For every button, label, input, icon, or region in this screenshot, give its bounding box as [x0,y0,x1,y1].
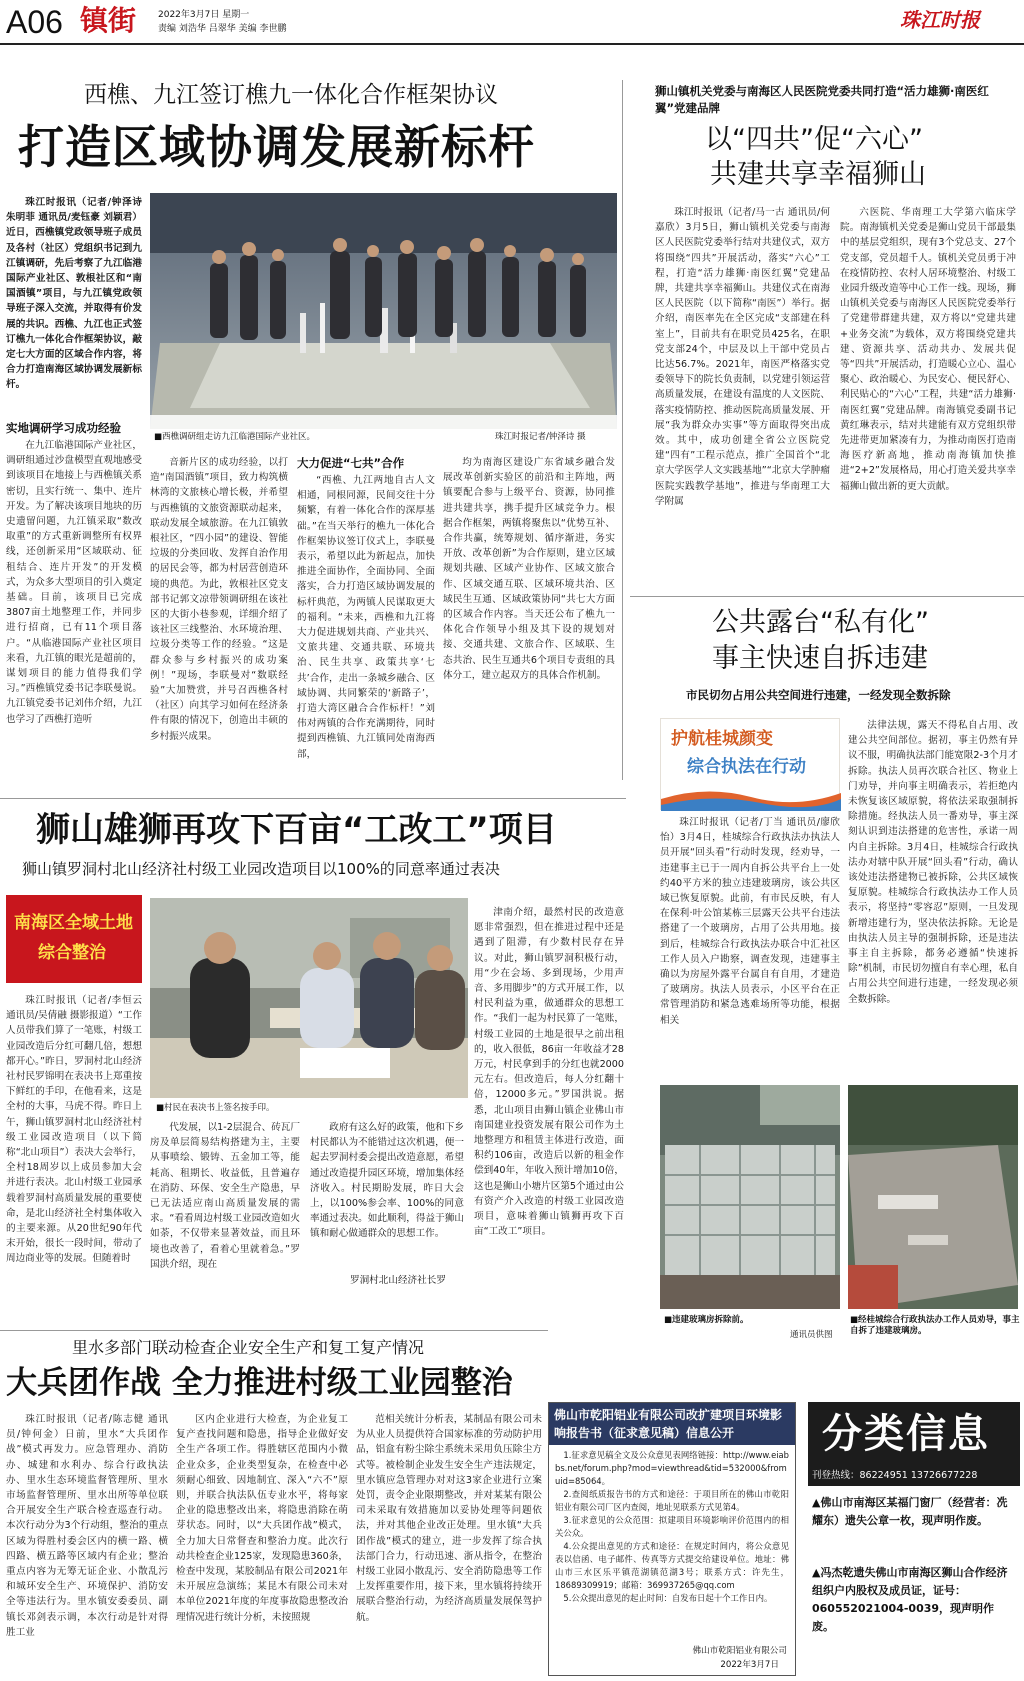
article4-badge-line2: 综合整治 [38,943,106,963]
masthead [0,0,1024,46]
notice-item-4: 4.公众提出意见的方式和途径：在规定时间内，将公众意见表以信函、电子邮件、传真等方式提交给建设单位。地址：佛山市三水区乐平镇范湖镇范湖3号；联系方式：许先生，18689309919；邮箱：369937265@qq.com [555,1541,789,1590]
article5-col3: 范相关统计分析表，某制品有限公司未为从业人员提供符合国家标准的劳动防护用品，铝盒有粉尘除尘系统未采用负压除尘方式等。被检制企业发生安全生产违法规定，里水镇应急管理办对对这3家企业进行立案处罚，责令企业限期整改，并对某某有限公司未采取有效措施加以妥协处理等问题依法，并对其他企业改正处理。里水镇“大兵团作战”模式的建立，进一步发挥了综合执法部门合力，行动迅速、浙从指令，在整治村级工业园小散乱污、安全消防隐患等工作上发挥重要作用，接下来，里水镇将持续开展联合整治行动，为经济高质量发展保驾护航。 [356,1414,542,1623]
article2-col2: 六医院、华南理工大学第六临床学院。南海镇机关党委是狮山党员干部最集中的基层党组织，现有3个党总支、27个党支部，党员超千人。镇机关党员勇于冲在疫情防控、农村人居环境整治、村级工业园升级改造等中心工作一线。现场，狮山镇机关党委与南海区人民医院党委举行了党建带群建共建，双方将以“党建共建+业务交流”为载体，双方将围绕党建共建、资源共享、活动共办、发展共促等“四共”开展活动，打造暖心立心、温心聚心、政治暖心、为民安心、便民舒心、利民贴心的“六心”工程，共建“活力雄狮·南医红翼”党建品牌。南海镇党委副书记黄红琳表示，结对共建能有双方党组织带先进带更加紧凑有力，为推动南医打造南海医疗新高地，推动南海镇加快推进“2+2”发展格局，用心打造关爱共享幸福狮山做出新的更大贡献。 [840,207,1016,492]
article2-bottom-rule [630,596,1024,597]
article1-photo-credit: 珠江时报记者/钟泽诗 摄 [495,432,586,442]
article4-col3: 政府有这么好的政策，他和下乡村民都认为不能错过这次机遇，便一起去罗洞村委会提出改造意愿，希望通过改造提升园区环境，增加集体经济收入。村民期盼发展，昨日大会上，以100%参会率、100%的同意率通过表决。如此顺利，得益于狮山镇和耐心做通群众的思想工作。 [310,1122,464,1240]
article1-subhead-2: 大力促进“七共”合作 [297,456,405,470]
notice-item-1: 1.征求意见稿全文及公众意见表网络链接：http://www.eiabbs.net/forum.php?mod=viewthread&tid=532000&fromuid=85064。 [555,1450,789,1486]
page-number: A06 [6,4,63,40]
article5-col2: 区内企业进行大检查，为企业复工复产查找问题和隐患，指导企业做好安全生产各项工作。得胜辖区范围内小微企业众多，企业类型复杂，在检查中必须耐心细致、因地制宜、深入“六不”原则，并联合执法队伍专业水平，将每家企业的隐患整改出来，将隐患消除在萌芽状态。同时，以“大兵团作战”模式，全力加大日常督查和整治力度。此次行动共检查企业125家，发现隐患360条，检查中发现，某胶制品有限公司2021年未开展应急演练；某昆木有限公司未对本单位2021年度的年度事故隐患整改治理情况进行统计分析，未按照规 [176,1414,348,1623]
article3-deck: 市民切勿占用公共空间进行违建，一经发现全数拆除 [686,688,951,702]
article1-col4: 均为南海区建设广东省域乡融合发展改革创新实验区的前沿和主阵地，两镇要配合参与上级平台、资源，协同推进共建共享，携手提升区域竞争力。根据合作框架，两镇将聚焦以“优势互补、合作共赢，统筹规划、循序渐进，务实开放、改革创新”为合作原则，建立区域规划共融、区域产业协作、区域文旅合作、区域交通互联、区域环境共治、区域民生互通、区域政策协同“共七大方面的区域合作内容。当天还公布了樵九一体化合作领导小组及其下设的规划对接、交通共建、文旅合作、区域联、生态共治、民生互通共6个项目专责组的具体分工，建立起双方的具体合作机制。 [443,457,615,681]
article3-badge-line2: 综合执法在行动 [687,757,806,777]
article1-subhead-1: 实地调研学习成功经验 [6,421,121,435]
article4-col4: 津南介绍，最然村民的改造意愿非常强烈，但在推进过程中还是遇到了阻滞，有少数村民存在异议。对此，狮山镇罗洞积极行动，用“少在会场、多到现场，少用声音、多用脚步”的方式开展工作，以村民利益为重，做通群众的思想工作。“我们一起为村民算了一笔账，村级工业园的土地是很早之前出租的，收入很低，86亩一年收益才28万元，村民拿到手的分红也就2000元左右。但改造后，每人分红翻十倍，12000多元。”罗国洪说。据悉，北山项目由狮山镇企业佛山市南国建业投资发展有限公司作为土地整理方和租赁主体进行改造，面积约106亩，改造后以新的租金作偿到40年，年收入预计增加10倍，这也是狮山小塘片区第5个通过由公有资产介入改造的村级工业园改造项目，意味着狮山镇狮再攻下百亩“工改工”项目。 [474,907,624,1238]
article1-col2: 音新片区的成功经验，以打造“南国酒镇”项目，致力构筑横林湾的文旅核心增长极，并希望与西樵镇的文旅资源联动起来，联动发展全域旅游。在九江镇敦根社区，“四小园”的建设、智能垃圾的分类回收、发挥自治作用的居民会等，都为村居营创造环境的典范。为此，敦根社区党支部书记郭文凉带领调研组在该社区的大街小巷参观，详细介绍了该社区三线整治、水环境治理、垃圾分类等工作的经验。“这是群众参与乡村振兴的成功案例！”现场，李联曼对“数联经验”大加赞赏，并号召西樵各村（社区）向其学习如何在经济条件有限的情况下，创造出丰硕的乡村振兴成果。 [150,457,288,742]
article3-headline-line2: 事主快速自拆违建 [712,643,928,674]
article1-photo [150,193,617,429]
notice-date: 2022年3月7日 [720,1660,779,1670]
section-name: 镇街 [80,4,137,37]
article3-col2: 法律法规，露天不得私自占用、改建公共空间部位。据初，事主仍然有异议不服，明确执法部门能宽限2-3个月才拆除。执法人员再次联合社区、物业上门劝导，并向事主明确表示，若拒绝内未恢复该区域原貌，将依法采取强制拆除措施。经执法人员一番劝导，事主深刻认识到违法搭建的危害性，承诺一周内自主拆除。3月4日，桂城综合行政执法办对辖中队开展“回头看”行动，确认该处违法搭建物已被拆除，公共区域恢复原貌。桂城综合行政执法办工作人员表示，将坚持“零容忍”原则，一旦发现新增违建行为，坚决依法拆除。无论是由执法人员主导的强制拆除，还是违法事主自主拆除，都务必遵循“快速拆除”机制，市民切勿擅自有幸心理，私自占用公共空间进行违建，一经发现必须全数拆除。 [848,720,1018,1005]
article1-col3: “西樵、九江两地自古人文相通，同根同源，民间交往十分频繁，有着一体化合作的深厚基础。”在当天举行的樵九一体化合作框架协议签订仪式上，李联曼表示，希望以此为新起点，加快推进全面协作，全面协同、全面落实，合力打造区域协调发展的标杆典范，为两镇人民谋取更大的福利。“未来，西樵和九江将大力促进规划共商、产业共兴、文旅共建、交通共联、环境共治、民生共享、政策共享‘七共’合作，走出一条城乡融合、区域协调、共同繁荣的‘新路子’，打造大湾区融合合作标杆！”刘伟对两镇的合作充满期待，同时提到西樵镇、九江镇同处南海西部， [297,475,435,760]
paper-logo: 珠江时报 [900,8,980,32]
article2-headline-line2: 共建共享幸福狮山 [710,159,926,190]
article3-photo1-credit: 通讯员供图 [790,1330,833,1340]
article2-kicker: 狮山镇机关党委与南海区人民医院党委共同打造“活力雄狮·南医红翼”党建品牌 [655,84,989,115]
article5-headline: 大兵团作战 全力推进村级工业园整治 [6,1365,513,1401]
environment-notice [548,1402,796,1676]
editors-line: 责编 刘浩华 吕翠华 美编 李世鹏 [158,24,287,34]
classified-box [808,1402,1020,1676]
article3-photo-before [660,1085,840,1309]
article3-badge-line1: 护航桂城颜变 [671,729,773,749]
article2-col1: 珠江时报讯（记者/马一古 通讯员/何嘉欣）3月5日，狮山镇机关党委与南海区人民医院党委举行结对共建仪式，双方将围绕“四共”开展活动，落实“六心”工程，打造“活力雄狮·南医红翼”党建品牌，共建共享幸福狮山。共建仪式在南海区人民医院（以下简称“南医”）举行。据介绍，南医率先在全区完成“支部建在科室上”，目前共有在职党员425名，在职党支部24个，中层及以上干部中党员占比达56.7%。2021年，南医严格落实党委领导下的院长负责制，以党建引领运营高质量发展，在建设有温度的人文医院、落实疫情防控、推动医院高质量发展、开展“我为群众办实事”等方面取得突出成效。其中，成功创建全省公立医院党建“四有”工程示范点，推广全国首个“北京大学医学人文实践基地”“北京大学肿瘤医院实践教学基地”，推进与华南理工大学附属 [655,207,830,507]
article3-photo2-caption: ■经桂城综合行政执法办工作人员劝导，事主自拆了违建玻璃房。 [850,1315,1020,1336]
issue-date: 2022年3月7日 星期一 [158,10,250,20]
column-divider [622,80,623,780]
notice-item-3: 3.征求意见的公众范围：拟建项目环境影响评价范围内的相关公众。 [555,1515,789,1538]
article3-col1: 珠江时报讯（记者/丁当 通讯员/廖欣怡）3月4日，桂城综合行政执法办执法人员开展“回头看”行动时发现，经劝导，一违建事主已于一周内自拆公共平台上一处约40平方米的独立违建玻璃房，该公共区域已恢复原貌。此前，有市民反映，有人在保利·叶公馆某栋三层露天公共平台违法搭建了一个玻璃房，占用了公共用地。接到后，桂城综合行政执法办联合中汇社区工作人员入户勘察，调查发现，违建事主确以为房屋外露平台属自有自用，才建造了玻璃房。执法人员表示，小区平台在正常管理消防和紧急逃难场所等功能，根据相关 [660,817,840,1026]
article4-photo-caption: ■村民在表决书上签名按手印。 [156,1103,275,1113]
article5-kicker: 里水多部门联动检查企业安全生产和复工复产情况 [72,1338,425,1357]
masthead-rule [0,43,1024,45]
article3-photo1-caption: ■违建玻璃房拆除前。 [664,1315,749,1325]
classified-item-2: ▲冯杰乾遗失佛山市南海区狮山合作经济组织户内股权及成员证，证号：060552021004-0039，现声明作废。 [812,1566,1008,1633]
article4-headline: 狮山雄狮再攻下百亩“工改工”项目 [36,810,557,850]
article4-col2: 代发展，以1-2层混合、砖瓦厂房及单层简易结构搭建为主，主要从事喷绘、锻铸、五金加工等，能耗高、租期长、收益低，且普遍存在消防、环保、安全生产隐患，早已无法适应南山高质量发展的需求。“看看周边村级工业园改造如火如荼，不仅带来显著效益，而且环境也改善了，看着心里就着急。”罗国洪介绍，现在 [150,1122,300,1270]
article4-top-rule [0,798,626,799]
article1-kicker: 西樵、九江签订樵九一体化合作框架协议 [84,82,498,108]
notice-company: 佛山市乾阳铝业有限公司 [692,1646,787,1656]
notice-item-2: 2.查阅纸质报告书的方式和途径：于项目所在的佛山市乾阳铝业有限公司厂区内查阅，地址见联系方式见第4。 [555,1489,789,1512]
article4-deck: 狮山镇罗洞村北山经济社村级工业园改造项目以100%的同意率通过表决 [22,860,500,878]
notice-item-5: 5.公众提出意见的起止时间：自发布日起十个工作日内。 [563,1593,773,1603]
classified-title: 分类信息 [822,1411,990,1457]
article4-col3-sign: 罗洞村北山经济社长罗 [350,1275,446,1286]
classified-item-1: ▲佛山市南海区某福门窗厂（经营者：冼耀东）遗失公章一枚，现声明作废。 [812,1496,1008,1527]
article4-photo [150,898,468,1098]
article1-lead: 珠江时报讯（记者/钟泽诗 朱明菲 通讯员/麦钰豪 刘颖君）近日，西樵镇党政领导班子成员及各村（社区）党组织书记到九江镇调研，先后考察了九江临港国际产业社区、敦根社区和“南国酒镇”项目，与九江镇党政领导班子深入交流，并取得有价发展的共识。西樵、九江也正式签订樵九一体化合作框架协议，敲定七大方面的区域合作内容，将合力打造南海区域协调发展新标杆。 [6,197,142,391]
notice-title: 佛山市乾阳铝业有限公司改扩建项目环境影响报告书（征求意见稿）信息公开 [549,1403,795,1445]
article2-headline-line1: 以“四共”促“六心” [705,124,923,155]
article1-photo-caption: ■西樵调研组走访九江临港国际产业社区。 [154,432,316,442]
article4-col1: 珠江时报讯（记者/李恒云 通讯员/吴倩融 摄影报道）“工作人员带我们算了一笔账，村级工业园改造后分红可翻几倍，想想都开心。”昨日，罗洞村北山经济社村民罗锦明在表决书上郑重按下鲜红的手印，在他看来，这是全村的大事，马虎不得。昨日上午，狮山镇罗洞村北山经济社村级工业园改造项目（以下简称“北山项目”）表决大会举行，全村18周岁以上成员参加大会并进行表决。北山村级工业园承载着罗洞村高质量发展的重要使命，是北山经济社全村集体收入的主要来源。从20世纪90年代末开始，很长一段时间，带动了周边商业等的发展。但随着时 [6,995,142,1265]
article4-badge-line1: 南海区全域土地 [14,913,133,933]
article3-headline-line1: 公共露台“私有化” [712,607,929,638]
classified-hotline: 刊登热线：86224951 13726677228 [808,1466,1020,1486]
classified-header [808,1402,1020,1466]
article3-photo-after [848,1085,1018,1309]
article5-col1: 珠江时报讯（记者/陈志健 通讯员/钟何金）日前，里水“大兵团作战”模式再发力。应急管理办、消防办、城建和水利办、综合行政执法办、里水生态环境监督管理所、里水市场监督管理所、里水出所等单位联合开展安全生产联合检查巡查行动。本次行动分为3个行动组，整治的重点区域为得胜村委会区内的横一路、横四路、横五路等区域内有企业；整治重点内容为无筹无证企业、小散乱污和城环安全生产、环境保护、消防安全等违法行为。里水镇安委委员、副镇长邓剑表示调，本次行动是针对得胜工业 [6,1414,168,1638]
article3-badge [660,718,840,810]
article1-col1: 在九江临港国际产业社区，调研组通过沙盘模型直观地感受到该项目在地接上与西樵镇关系密切，且实行统一、集中、连片开发。为了解决该项目地块的历史遗留问题，九江镇采取“数改取重”的方式重新调整所有权界线，还创新采用“区域联动、征租结合、连片开发”的开发模式，为众多大型项目的引入奠定基础。目前，该项目已完成3807亩土地整理工作，并同步进行招商，已有11个项目落户。“从临港国际产业社区项目来看，九江镇的眼光是超前的，谋划项目的能力值得我们学习。”西樵镇党委书记李联曼说。九江镇党委书记刘伟介绍，九江也学习了西樵打造听 [6,440,142,725]
notice-body [555,1449,789,1605]
article5-top-rule [0,1330,548,1331]
article1-headline: 打造区域协调发展新标杆 [18,120,535,174]
article4-badge [6,895,142,983]
wave-decoration-icon [661,785,841,811]
